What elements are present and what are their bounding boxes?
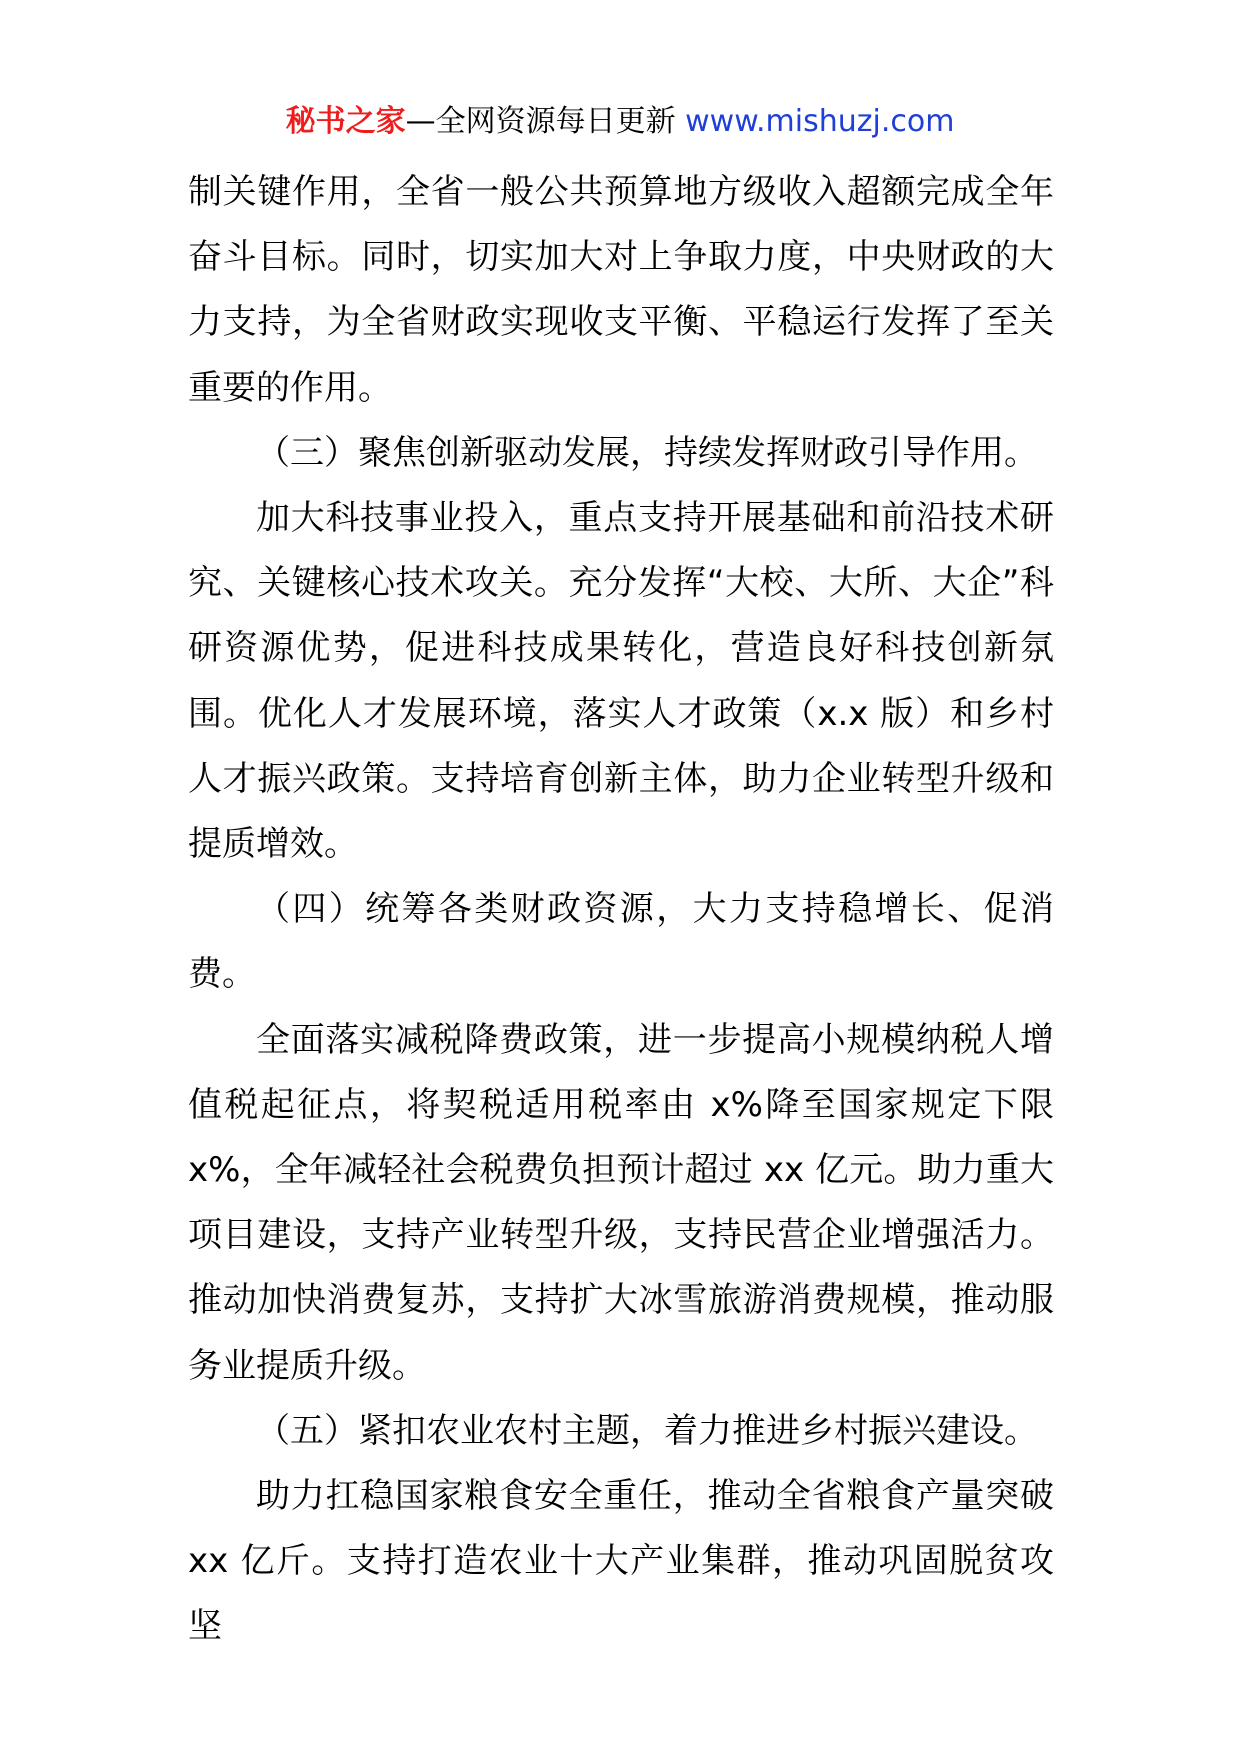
paragraph: 助力扛稳国家粮食安全重任，推动全省粮食产量突破 xx 亿斤。支持打造农业十大产业集群，推动巩固脱贫攻坚: [188, 1476, 1054, 1647]
paragraph: 全面落实减税降费政策，进一步提高小规模纳税人增值税起征点，将契税适用税率由 x%降至国家规定下限 x%，全年减轻社会税费负担预计超过 xx 亿元。助力重大项目建设，支持产业转型升级，支持民营企业增强活力。推动加快消费复苏，支持扩大冰雪旅游消费规模，推动服务业提质升级。: [188, 1019, 1054, 1386]
paragraph: 加大科技事业投入，重点支持开展基础和前沿技术研究、关键核心技术攻关。充分发挥“大校、大所、大企”科研资源优势，促进科技成果转化，营造良好科技创新氛围。优化人才发展环境，落实人才政策（x.x 版）和乡村人才振兴政策。支持培育创新主体，助力企业转型升级和提质增效。: [188, 498, 1054, 865]
site-url[interactable]: www.mishuzj.com: [685, 104, 955, 139]
header-tagline: —全网资源每日更新: [405, 104, 676, 139]
section-heading-3: （三）聚焦创新驱动发展，持续发挥财政引导作用。: [256, 432, 1038, 473]
paragraph-continuation: 制关键作用，全省一般公共预算地方级收入超额完成全年奋斗目标。同时，切实加大对上争取力度，中央财政的大力支持，为全省财政实现收支平衡、平稳运行发挥了至关重要的作用。: [188, 172, 1054, 408]
section-heading-4: （四）统筹各类财政资源，大力支持稳增长、促消费。: [188, 889, 1054, 995]
section-heading-5: （五）紧扣农业农村主题，着力推进乡村振兴建设。: [256, 1410, 1038, 1451]
brand-name: 秘书之家: [285, 104, 406, 139]
page-header: [0, 100, 1240, 144]
document-body: [188, 160, 1054, 1660]
